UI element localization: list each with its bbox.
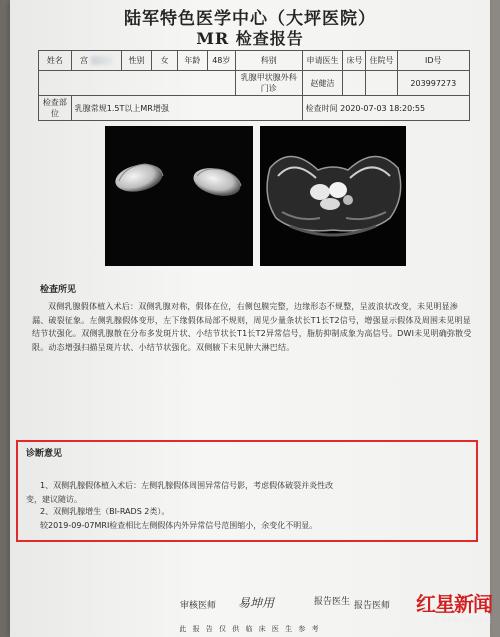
report-title: MR 检查报告 [196, 29, 304, 48]
name-label: 姓名 [39, 51, 72, 71]
dept-value: 乳腺甲状腺外科门诊 [235, 71, 302, 96]
mri-image-axial [260, 126, 406, 266]
name-value: 宫 [71, 51, 122, 71]
diagnosis-line-3: 较2019-09-07MRI检查相比左侧假体内外异常信号范围缩小，余变化不明显。 [40, 521, 318, 530]
id-label: ID号 [397, 51, 469, 71]
diagnosis-label: 诊断意见 [26, 449, 63, 459]
report-paper [10, 0, 490, 637]
disclaimer-note: 此 报 告 仅 供 临 床 医 生 参 考 [179, 625, 321, 633]
news-watermark [416, 588, 492, 624]
part-label: 检查部位 [39, 96, 72, 121]
mri-axial-graphic [260, 126, 406, 266]
time-label: 检查时间 [305, 103, 338, 113]
part-value: 乳腺常规1.5T以上MR增强 [71, 96, 302, 121]
hosp-no-label: 住院号 [366, 51, 397, 71]
diagnosis-line-1b: 变，建议随访。 [26, 495, 82, 504]
reviewer-label: 审核医师 [180, 601, 217, 611]
hosp-no-value [366, 71, 397, 96]
bed-value [343, 71, 366, 96]
doctor-value: 赵健洁 [302, 71, 343, 96]
sex-label: 性别 [122, 51, 152, 71]
bed-label: 床号 [343, 51, 366, 71]
time-value: 2020-07-03 18:20:55 [340, 103, 426, 113]
findings-label: 检查所见 [40, 285, 77, 295]
report-doctor-label: 报告医师 [354, 601, 391, 611]
dept-label: 科别 [235, 51, 302, 71]
sex-value: 女 [151, 51, 177, 71]
diagnosis-highlight-box [16, 440, 478, 542]
time-cell [302, 96, 469, 121]
age-label: 年龄 [178, 51, 208, 71]
hospital-name: 陆军特色医学中心（大坪医院） [124, 9, 376, 29]
watermark-sub: 红星新闻·成都商报 [432, 617, 492, 624]
id-value: 203997273 [397, 71, 469, 96]
diagnosis-line-1a: 1、双侧乳腺假体植入术后：左侧乳腺假体周围异常信号影，考虑假体破裂并炎性改 [40, 481, 334, 490]
patient-info-table [38, 50, 470, 121]
mri-image-sagittal [105, 126, 253, 266]
reviewer-signature: 易坤用 [238, 596, 275, 610]
diagnosis-line-2: 2、双侧乳腺增生（BI-RADS 2类）。 [40, 507, 170, 516]
mri-sagittal-graphic [105, 126, 253, 266]
watermark-brand: 红星新闻 [416, 592, 492, 616]
findings-text: 双侧乳腺假体植入术后：双侧乳腺对称，假体在位，右侧包膜完整，边缘形态不规整，呈波浪状改变，未见明显渗漏、破裂征象。左侧乳腺假体变形，左下缘假体局部不规则，周见少量条状长T1长T2信号，增强显示假体及周围未见明显结节状强化。双侧乳腺散在分布多发斑片状、小结节状长T1长T2异常信号，脂肪抑制成象为高信号。DWI未见明确弥散受限。动态增强扫描呈斑片状、小结节状强化。双侧腋下未见肿大淋巴结。 [32, 302, 472, 352]
reporter-label: 报告医生 [314, 597, 351, 607]
doctor-label: 申请医生 [302, 51, 343, 71]
age-value: 48岁 [207, 51, 235, 71]
